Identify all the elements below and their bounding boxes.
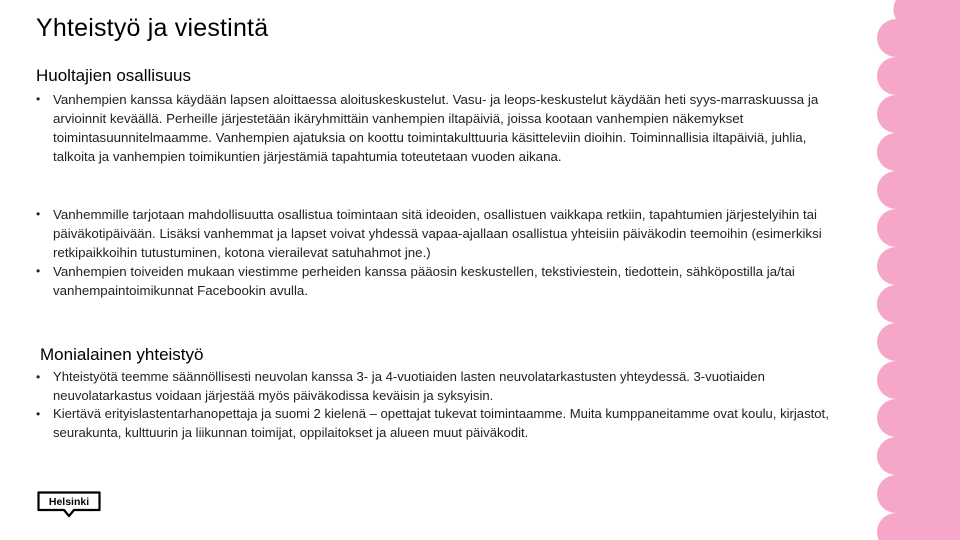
bullet-dot: •: [36, 207, 41, 221]
slide-title: Yhteistyö ja viestintä: [36, 14, 269, 42]
bullet-item: [36, 90, 826, 166]
bullet-dot: •: [36, 264, 41, 278]
logo-text: Helsinki: [48, 496, 90, 509]
section-heading-huoltajien-osallisuus: Huoltajien osallisuus: [36, 66, 191, 85]
bullet-list-huoltajat-1: [36, 90, 826, 166]
bullet-text: Vanhempien toiveiden mukaan viestimme perheiden kanssa pääosin keskustellen, tekstiviestein, tiedottein, sähköpostilla ja/tai vanhempaintoimikunnat Facebookin avulla.: [53, 264, 795, 298]
bullet-item: [36, 368, 836, 405]
bullet-dot: •: [36, 370, 41, 384]
bullet-text: Kiertävä erityislastentarhanopettaja ja suomi 2 kielenä – opettajat tukevat toimintaamme. Muita kumppaneitamme ovat koulu, kirjastot, seurakunta, kulttuurin ja liikunnan toimijat, oppilaitokset ja alueen muut päiväkodit.: [53, 406, 829, 440]
bullet-dot: •: [36, 407, 41, 421]
bullet-text: Vanhemmille tarjotaan mahdollisuutta osallistua toimintaan sitä ideoiden, osallistuen vaikkapa retkiin, tapahtumien järjestelyihin tai päiväkotipäivään. Lisäksi vanhemmat ja lapset voivat yhdessä vapaa-ajallaan osallistua yhteisiin päiväkodin teemoihin (esimerkiksi retkipaikkoihin tutustuminen, kotona vierailevat satuhahmot jne.): [53, 207, 822, 260]
bullet-item: [36, 405, 836, 442]
bullet-list-huoltajat-2: [36, 205, 826, 300]
bullet-item: [36, 262, 826, 300]
koro-decoration: [860, 0, 960, 540]
bullet-list-monialainen: [36, 368, 836, 442]
bullet-text: Yhteistyötä teemme säännöllisesti neuvolan kanssa 3- ja 4-vuotiaiden lasten neuvolatarkastusten yhteydessä. 3-vuotiaiden neuvolatarkastus voidaan järjestää myös päiväkodissa keväisin ja syksyisin.: [53, 369, 765, 403]
bullet-dot: •: [36, 92, 41, 106]
bullet-text: Vanhempien kanssa käydään lapsen aloittaessa aloituskeskustelut. Vasu- ja leops-keskustelut käydään heti syys-marraskuussa ja arvioinnit keväällä. Perheille järjestetään ikäryhmittäin vanhempien iltapäiviä, joissa kootaan vanhempien näkemykset toimintasuunnitelmaamme. Vanhempien ajatuksia on koottu toimintakulttuuria käsitteleviin dioihin. Toiminnallisia iltapäiviä, juhlia, talkoita ja vanhempien toimikuntien järjestämiä tapahtumia toteutetaan vuoden aikana.: [53, 92, 819, 164]
helsinki-logo-icon: [37, 491, 101, 518]
section-heading-monialainen-yhteistyo: Monialainen yhteistyö: [40, 345, 204, 364]
bullet-item: [36, 205, 826, 262]
